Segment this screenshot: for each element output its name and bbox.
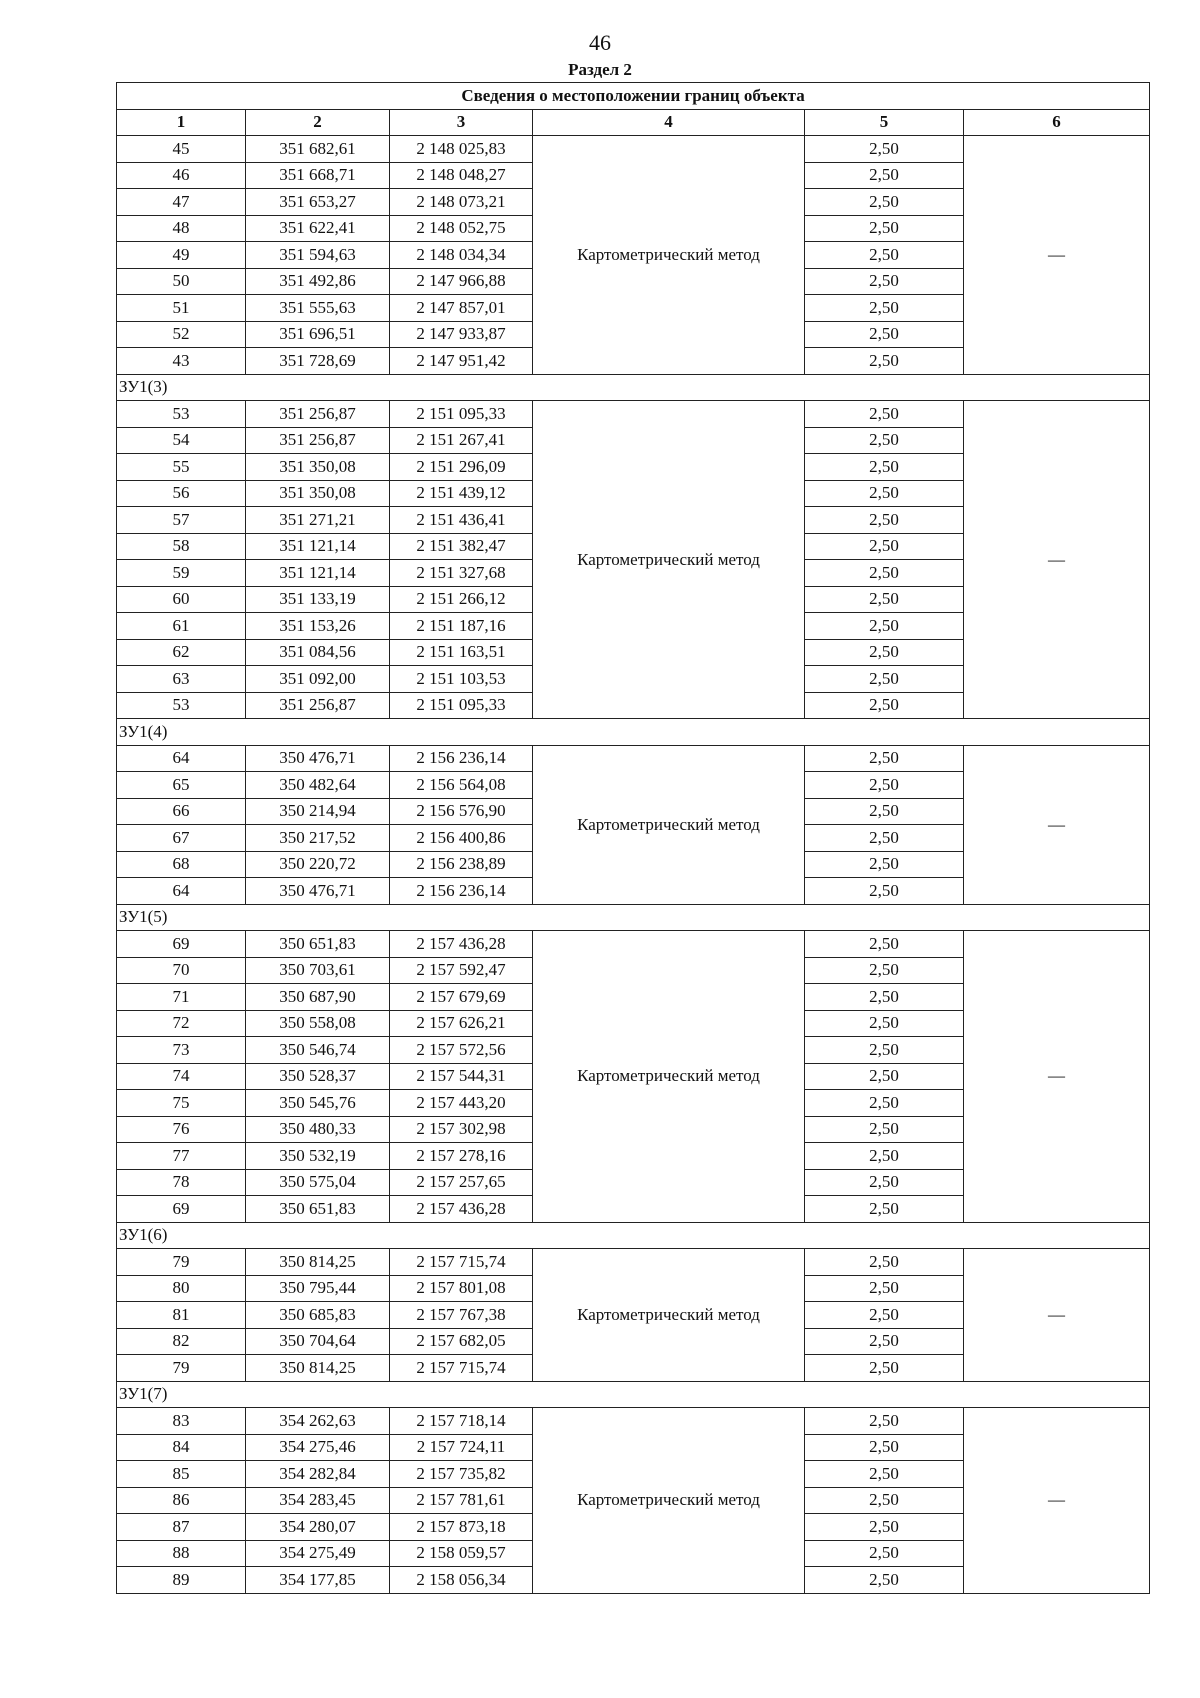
accuracy-cell: 2,50	[805, 772, 964, 799]
group-label-row	[117, 1222, 1150, 1249]
x-coordinate-cell: 351 653,27	[246, 189, 390, 216]
x-coordinate-cell: 351 622,41	[246, 215, 390, 242]
x-coordinate-cell: 351 555,63	[246, 295, 390, 322]
x-coordinate-cell: 354 177,85	[246, 1567, 390, 1594]
y-coordinate-cell: 2 148 034,34	[390, 242, 533, 269]
y-coordinate-cell: 2 147 966,88	[390, 268, 533, 295]
y-coordinate-cell: 2 157 626,21	[390, 1010, 533, 1037]
group-label-row	[117, 904, 1150, 931]
accuracy-cell: 2,50	[805, 295, 964, 322]
point-number-cell: 58	[117, 533, 246, 560]
column-number-4: 4	[533, 109, 805, 136]
y-coordinate-cell: 2 151 163,51	[390, 639, 533, 666]
point-number-cell: 71	[117, 984, 246, 1011]
point-number-cell: 60	[117, 586, 246, 613]
accuracy-cell: 2,50	[805, 215, 964, 242]
point-number-cell: 46	[117, 162, 246, 189]
accuracy-cell: 2,50	[805, 507, 964, 534]
x-coordinate-cell: 351 133,19	[246, 586, 390, 613]
point-number-cell: 68	[117, 851, 246, 878]
accuracy-cell: 2,50	[805, 1434, 964, 1461]
point-number-cell: 77	[117, 1143, 246, 1170]
table-row	[117, 931, 1150, 958]
x-coordinate-cell: 350 545,76	[246, 1090, 390, 1117]
accuracy-cell: 2,50	[805, 1169, 964, 1196]
y-coordinate-cell: 2 151 267,41	[390, 427, 533, 454]
x-coordinate-cell: 351 153,26	[246, 613, 390, 640]
accuracy-cell: 2,50	[805, 1302, 964, 1329]
point-number-cell: 83	[117, 1408, 246, 1435]
point-number-cell: 82	[117, 1328, 246, 1355]
y-coordinate-cell: 2 157 436,28	[390, 1196, 533, 1223]
y-coordinate-cell: 2 157 572,56	[390, 1037, 533, 1064]
accuracy-cell: 2,50	[805, 1090, 964, 1117]
point-number-cell: 49	[117, 242, 246, 269]
accuracy-cell: 2,50	[805, 1196, 964, 1223]
y-coordinate-cell: 2 157 544,31	[390, 1063, 533, 1090]
point-number-cell: 57	[117, 507, 246, 534]
y-coordinate-cell: 2 151 382,47	[390, 533, 533, 560]
accuracy-cell: 2,50	[805, 613, 964, 640]
x-coordinate-cell: 354 280,07	[246, 1514, 390, 1541]
point-number-cell: 47	[117, 189, 246, 216]
table-body	[117, 136, 1150, 1594]
note-cell: —	[964, 745, 1150, 904]
x-coordinate-cell: 350 704,64	[246, 1328, 390, 1355]
x-coordinate-cell: 350 687,90	[246, 984, 390, 1011]
accuracy-cell: 2,50	[805, 560, 964, 587]
y-coordinate-cell: 2 147 933,87	[390, 321, 533, 348]
note-cell: —	[964, 931, 1150, 1223]
accuracy-cell: 2,50	[805, 162, 964, 189]
y-coordinate-cell: 2 157 781,61	[390, 1487, 533, 1514]
accuracy-cell: 2,50	[805, 825, 964, 852]
accuracy-cell: 2,50	[805, 1355, 964, 1382]
group-label: ЗУ1(6)	[117, 1222, 1150, 1249]
y-coordinate-cell: 2 148 048,27	[390, 162, 533, 189]
x-coordinate-cell: 351 092,00	[246, 666, 390, 693]
accuracy-cell: 2,50	[805, 1116, 964, 1143]
accuracy-cell: 2,50	[805, 1328, 964, 1355]
point-number-cell: 85	[117, 1461, 246, 1488]
table-caption-row	[117, 83, 1150, 110]
y-coordinate-cell: 2 156 238,89	[390, 851, 533, 878]
note-cell: —	[964, 401, 1150, 719]
point-number-cell: 75	[117, 1090, 246, 1117]
accuracy-cell: 2,50	[805, 480, 964, 507]
x-coordinate-cell: 354 262,63	[246, 1408, 390, 1435]
note-cell: —	[964, 1249, 1150, 1382]
y-coordinate-cell: 2 157 443,20	[390, 1090, 533, 1117]
x-coordinate-cell: 350 214,94	[246, 798, 390, 825]
x-coordinate-cell: 350 532,19	[246, 1143, 390, 1170]
y-coordinate-cell: 2 157 873,18	[390, 1514, 533, 1541]
accuracy-cell: 2,50	[805, 798, 964, 825]
method-cell: Картометрический метод	[533, 1249, 805, 1382]
column-number-1: 1	[117, 109, 246, 136]
x-coordinate-cell: 350 558,08	[246, 1010, 390, 1037]
point-number-cell: 81	[117, 1302, 246, 1329]
accuracy-cell: 2,50	[805, 1487, 964, 1514]
point-number-cell: 56	[117, 480, 246, 507]
x-coordinate-cell: 350 217,52	[246, 825, 390, 852]
accuracy-cell: 2,50	[805, 427, 964, 454]
table-row	[117, 1249, 1150, 1276]
point-number-cell: 64	[117, 878, 246, 905]
y-coordinate-cell: 2 151 095,33	[390, 692, 533, 719]
x-coordinate-cell: 350 651,83	[246, 1196, 390, 1223]
accuracy-cell: 2,50	[805, 268, 964, 295]
accuracy-cell: 2,50	[805, 242, 964, 269]
x-coordinate-cell: 351 256,87	[246, 427, 390, 454]
y-coordinate-cell: 2 158 056,34	[390, 1567, 533, 1594]
method-cell: Картометрический метод	[533, 401, 805, 719]
point-number-cell: 51	[117, 295, 246, 322]
accuracy-cell: 2,50	[805, 189, 964, 216]
accuracy-cell: 2,50	[805, 666, 964, 693]
y-coordinate-cell: 2 151 436,41	[390, 507, 533, 534]
table-row	[117, 136, 1150, 163]
x-coordinate-cell: 350 480,33	[246, 1116, 390, 1143]
accuracy-cell: 2,50	[805, 878, 964, 905]
x-coordinate-cell: 351 728,69	[246, 348, 390, 375]
column-number-5: 5	[805, 109, 964, 136]
accuracy-cell: 2,50	[805, 401, 964, 428]
method-cell: Картометрический метод	[533, 1408, 805, 1594]
point-number-cell: 48	[117, 215, 246, 242]
point-number-cell: 61	[117, 613, 246, 640]
point-number-cell: 84	[117, 1434, 246, 1461]
y-coordinate-cell: 2 157 679,69	[390, 984, 533, 1011]
y-coordinate-cell: 2 151 327,68	[390, 560, 533, 587]
point-number-cell: 86	[117, 1487, 246, 1514]
note-cell: —	[964, 1408, 1150, 1594]
method-cell: Картометрический метод	[533, 931, 805, 1223]
point-number-cell: 55	[117, 454, 246, 481]
point-number-cell: 78	[117, 1169, 246, 1196]
point-number-cell: 53	[117, 401, 246, 428]
group-label-row	[117, 1381, 1150, 1408]
accuracy-cell: 2,50	[805, 1461, 964, 1488]
y-coordinate-cell: 2 157 718,14	[390, 1408, 533, 1435]
accuracy-cell: 2,50	[805, 1514, 964, 1541]
group-label: ЗУ1(3)	[117, 374, 1150, 401]
x-coordinate-cell: 350 476,71	[246, 745, 390, 772]
table-row	[117, 401, 1150, 428]
y-coordinate-cell: 2 157 302,98	[390, 1116, 533, 1143]
y-coordinate-cell: 2 157 767,38	[390, 1302, 533, 1329]
accuracy-cell: 2,50	[805, 321, 964, 348]
accuracy-cell: 2,50	[805, 639, 964, 666]
y-coordinate-cell: 2 151 266,12	[390, 586, 533, 613]
point-number-cell: 87	[117, 1514, 246, 1541]
point-number-cell: 74	[117, 1063, 246, 1090]
y-coordinate-cell: 2 147 951,42	[390, 348, 533, 375]
y-coordinate-cell: 2 156 400,86	[390, 825, 533, 852]
y-coordinate-cell: 2 157 715,74	[390, 1249, 533, 1276]
x-coordinate-cell: 350 651,83	[246, 931, 390, 958]
point-number-cell: 69	[117, 1196, 246, 1223]
table-row	[117, 1408, 1150, 1435]
note-cell: —	[964, 136, 1150, 375]
y-coordinate-cell: 2 156 236,14	[390, 745, 533, 772]
accuracy-cell: 2,50	[805, 1010, 964, 1037]
accuracy-cell: 2,50	[805, 957, 964, 984]
x-coordinate-cell: 350 814,25	[246, 1249, 390, 1276]
accuracy-cell: 2,50	[805, 1540, 964, 1567]
y-coordinate-cell: 2 148 025,83	[390, 136, 533, 163]
x-coordinate-cell: 350 814,25	[246, 1355, 390, 1382]
x-coordinate-cell: 354 283,45	[246, 1487, 390, 1514]
accuracy-cell: 2,50	[805, 745, 964, 772]
y-coordinate-cell: 2 157 682,05	[390, 1328, 533, 1355]
point-number-cell: 67	[117, 825, 246, 852]
y-coordinate-cell: 2 151 187,16	[390, 613, 533, 640]
y-coordinate-cell: 2 151 103,53	[390, 666, 533, 693]
y-coordinate-cell: 2 156 564,08	[390, 772, 533, 799]
point-number-cell: 66	[117, 798, 246, 825]
y-coordinate-cell: 2 157 801,08	[390, 1275, 533, 1302]
x-coordinate-cell: 351 256,87	[246, 692, 390, 719]
section-title: Раздел 2	[568, 60, 632, 79]
x-coordinate-cell: 351 682,61	[246, 136, 390, 163]
y-coordinate-cell: 2 157 257,65	[390, 1169, 533, 1196]
x-coordinate-cell: 351 668,71	[246, 162, 390, 189]
accuracy-cell: 2,50	[805, 931, 964, 958]
x-coordinate-cell: 351 121,14	[246, 560, 390, 587]
point-number-cell: 79	[117, 1355, 246, 1382]
point-number-cell: 70	[117, 957, 246, 984]
y-coordinate-cell: 2 157 278,16	[390, 1143, 533, 1170]
point-number-cell: 62	[117, 639, 246, 666]
page-number: 46	[589, 30, 611, 55]
point-number-cell: 45	[117, 136, 246, 163]
y-coordinate-cell: 2 148 073,21	[390, 189, 533, 216]
point-number-cell: 73	[117, 1037, 246, 1064]
point-number-cell: 64	[117, 745, 246, 772]
y-coordinate-cell: 2 156 576,90	[390, 798, 533, 825]
y-coordinate-cell: 2 158 059,57	[390, 1540, 533, 1567]
point-number-cell: 69	[117, 931, 246, 958]
x-coordinate-cell: 350 575,04	[246, 1169, 390, 1196]
point-number-cell: 50	[117, 268, 246, 295]
table-caption: Сведения о местоположении границ объекта	[117, 83, 1150, 110]
group-label-row	[117, 374, 1150, 401]
column-number-6: 6	[964, 109, 1150, 136]
x-coordinate-cell: 351 271,21	[246, 507, 390, 534]
accuracy-cell: 2,50	[805, 984, 964, 1011]
point-number-cell: 53	[117, 692, 246, 719]
accuracy-cell: 2,50	[805, 851, 964, 878]
x-coordinate-cell: 350 220,72	[246, 851, 390, 878]
point-number-cell: 65	[117, 772, 246, 799]
point-number-cell: 54	[117, 427, 246, 454]
column-number-2: 2	[246, 109, 390, 136]
x-coordinate-cell: 350 528,37	[246, 1063, 390, 1090]
boundary-coordinates-table	[116, 82, 1150, 1594]
x-coordinate-cell: 354 282,84	[246, 1461, 390, 1488]
x-coordinate-cell: 350 685,83	[246, 1302, 390, 1329]
x-coordinate-cell: 351 084,56	[246, 639, 390, 666]
x-coordinate-cell: 351 256,87	[246, 401, 390, 428]
accuracy-cell: 2,50	[805, 1249, 964, 1276]
point-number-cell: 72	[117, 1010, 246, 1037]
accuracy-cell: 2,50	[805, 692, 964, 719]
point-number-cell: 76	[117, 1116, 246, 1143]
x-coordinate-cell: 351 594,63	[246, 242, 390, 269]
y-coordinate-cell: 2 157 436,28	[390, 931, 533, 958]
group-label-row	[117, 719, 1150, 746]
y-coordinate-cell: 2 151 296,09	[390, 454, 533, 481]
x-coordinate-cell: 354 275,46	[246, 1434, 390, 1461]
y-coordinate-cell: 2 148 052,75	[390, 215, 533, 242]
x-coordinate-cell: 350 546,74	[246, 1037, 390, 1064]
accuracy-cell: 2,50	[805, 1143, 964, 1170]
point-number-cell: 52	[117, 321, 246, 348]
accuracy-cell: 2,50	[805, 1567, 964, 1594]
accuracy-cell: 2,50	[805, 533, 964, 560]
y-coordinate-cell: 2 156 236,14	[390, 878, 533, 905]
column-number-row	[117, 109, 1150, 136]
x-coordinate-cell: 351 350,08	[246, 454, 390, 481]
point-number-cell: 79	[117, 1249, 246, 1276]
x-coordinate-cell: 354 275,49	[246, 1540, 390, 1567]
group-label: ЗУ1(7)	[117, 1381, 1150, 1408]
y-coordinate-cell: 2 151 439,12	[390, 480, 533, 507]
group-label: ЗУ1(4)	[117, 719, 1150, 746]
point-number-cell: 59	[117, 560, 246, 587]
point-number-cell: 43	[117, 348, 246, 375]
y-coordinate-cell: 2 157 592,47	[390, 957, 533, 984]
accuracy-cell: 2,50	[805, 348, 964, 375]
point-number-cell: 88	[117, 1540, 246, 1567]
point-number-cell: 63	[117, 666, 246, 693]
accuracy-cell: 2,50	[805, 1275, 964, 1302]
group-label: ЗУ1(5)	[117, 904, 1150, 931]
accuracy-cell: 2,50	[805, 136, 964, 163]
point-number-cell: 89	[117, 1567, 246, 1594]
x-coordinate-cell: 351 350,08	[246, 480, 390, 507]
y-coordinate-cell: 2 157 735,82	[390, 1461, 533, 1488]
point-number-cell: 80	[117, 1275, 246, 1302]
y-coordinate-cell: 2 157 715,74	[390, 1355, 533, 1382]
x-coordinate-cell: 351 121,14	[246, 533, 390, 560]
accuracy-cell: 2,50	[805, 1037, 964, 1064]
accuracy-cell: 2,50	[805, 454, 964, 481]
accuracy-cell: 2,50	[805, 1063, 964, 1090]
x-coordinate-cell: 351 696,51	[246, 321, 390, 348]
method-cell: Картометрический метод	[533, 745, 805, 904]
column-number-3: 3	[390, 109, 533, 136]
y-coordinate-cell: 2 157 724,11	[390, 1434, 533, 1461]
y-coordinate-cell: 2 147 857,01	[390, 295, 533, 322]
y-coordinate-cell: 2 151 095,33	[390, 401, 533, 428]
accuracy-cell: 2,50	[805, 586, 964, 613]
x-coordinate-cell: 350 795,44	[246, 1275, 390, 1302]
x-coordinate-cell: 350 703,61	[246, 957, 390, 984]
x-coordinate-cell: 350 482,64	[246, 772, 390, 799]
table-row	[117, 745, 1150, 772]
x-coordinate-cell: 351 492,86	[246, 268, 390, 295]
accuracy-cell: 2,50	[805, 1408, 964, 1435]
x-coordinate-cell: 350 476,71	[246, 878, 390, 905]
method-cell: Картометрический метод	[533, 136, 805, 375]
